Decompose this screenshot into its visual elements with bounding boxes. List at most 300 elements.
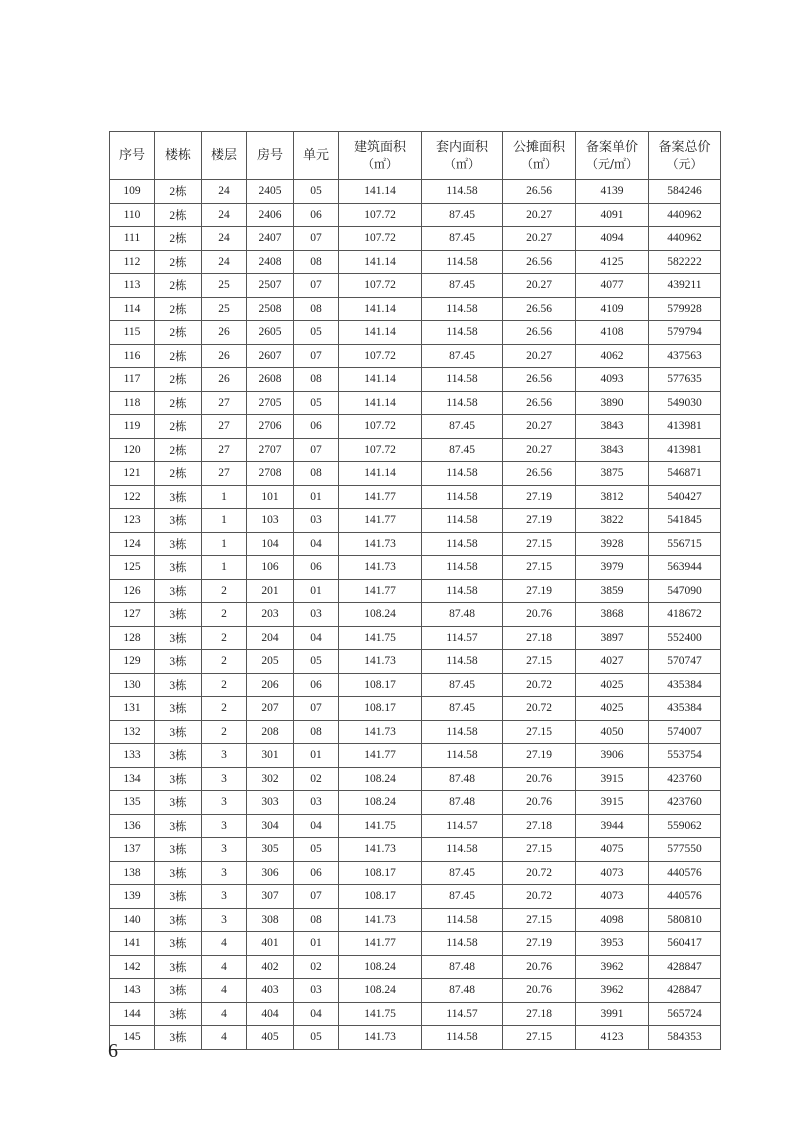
cell-building-area: 141.14 (339, 368, 422, 392)
cell-total-price: 547090 (649, 579, 721, 603)
cell-building: 3栋 (155, 650, 202, 674)
cell-unit-price: 3875 (576, 462, 649, 486)
cell-inner-area: 114.58 (422, 532, 503, 556)
cell-total-price: 418672 (649, 603, 721, 627)
cell-floor: 2 (202, 673, 247, 697)
cell-inner-area: 87.45 (422, 227, 503, 251)
cell-floor: 1 (202, 532, 247, 556)
cell-shared-area: 27.18 (503, 626, 576, 650)
cell-room: 2408 (247, 250, 294, 274)
table-row (110, 814, 721, 838)
cell-inner-area: 114.58 (422, 368, 503, 392)
cell-serial: 134 (110, 767, 155, 791)
cell-shared-area: 27.15 (503, 838, 576, 862)
cell-floor: 25 (202, 297, 247, 321)
cell-unit-price: 3991 (576, 1002, 649, 1026)
cell-unit: 04 (294, 626, 339, 650)
cell-unit: 03 (294, 603, 339, 627)
cell-building-area: 141.14 (339, 250, 422, 274)
header-row (110, 132, 721, 180)
cell-unit-price: 4025 (576, 697, 649, 721)
cell-building: 3栋 (155, 579, 202, 603)
cell-unit: 08 (294, 462, 339, 486)
cell-serial: 116 (110, 344, 155, 368)
cell-floor: 27 (202, 438, 247, 462)
cell-unit-price: 3944 (576, 814, 649, 838)
cell-inner-area: 87.48 (422, 955, 503, 979)
cell-total-price: 577635 (649, 368, 721, 392)
cell-shared-area: 26.56 (503, 297, 576, 321)
cell-shared-area: 20.72 (503, 697, 576, 721)
cell-shared-area: 27.15 (503, 532, 576, 556)
header-total-price: 备案总价 （元） (649, 132, 721, 180)
cell-room: 303 (247, 791, 294, 815)
cell-inner-area: 114.58 (422, 1026, 503, 1050)
cell-room: 2507 (247, 274, 294, 298)
table-row (110, 955, 721, 979)
cell-total-price: 580810 (649, 908, 721, 932)
cell-building: 3栋 (155, 532, 202, 556)
cell-floor: 4 (202, 1002, 247, 1026)
cell-shared-area: 20.76 (503, 979, 576, 1003)
cell-building-area: 141.14 (339, 321, 422, 345)
cell-serial: 125 (110, 556, 155, 580)
cell-room: 304 (247, 814, 294, 838)
cell-unit-price: 3928 (576, 532, 649, 556)
cell-floor: 2 (202, 579, 247, 603)
cell-floor: 2 (202, 720, 247, 744)
cell-unit-price: 4139 (576, 180, 649, 204)
cell-building-area: 141.75 (339, 814, 422, 838)
cell-floor: 3 (202, 767, 247, 791)
cell-floor: 1 (202, 485, 247, 509)
cell-room: 2406 (247, 203, 294, 227)
cell-inner-area: 114.58 (422, 556, 503, 580)
cell-building: 2栋 (155, 391, 202, 415)
cell-floor: 3 (202, 744, 247, 768)
cell-floor: 3 (202, 908, 247, 932)
cell-unit-price: 3890 (576, 391, 649, 415)
cell-building: 2栋 (155, 203, 202, 227)
cell-total-price: 553754 (649, 744, 721, 768)
cell-building: 3栋 (155, 908, 202, 932)
cell-unit-price: 4050 (576, 720, 649, 744)
cell-floor: 2 (202, 603, 247, 627)
cell-total-price: 584246 (649, 180, 721, 204)
header-building: 楼栋 (155, 132, 202, 180)
header-room: 房号 (247, 132, 294, 180)
cell-inner-area: 114.57 (422, 814, 503, 838)
cell-room: 2407 (247, 227, 294, 251)
table-row (110, 250, 721, 274)
cell-serial: 141 (110, 932, 155, 956)
cell-shared-area: 27.19 (503, 509, 576, 533)
table-row (110, 579, 721, 603)
cell-shared-area: 26.56 (503, 368, 576, 392)
cell-serial: 115 (110, 321, 155, 345)
cell-building-area: 107.72 (339, 415, 422, 439)
cell-floor: 27 (202, 415, 247, 439)
cell-inner-area: 87.45 (422, 344, 503, 368)
cell-total-price: 413981 (649, 415, 721, 439)
cell-unit: 01 (294, 485, 339, 509)
cell-total-price: 584353 (649, 1026, 721, 1050)
table-row (110, 532, 721, 556)
cell-floor: 4 (202, 955, 247, 979)
cell-building-area: 141.77 (339, 744, 422, 768)
cell-total-price: 413981 (649, 438, 721, 462)
cell-building: 3栋 (155, 955, 202, 979)
cell-serial: 113 (110, 274, 155, 298)
cell-total-price: 435384 (649, 673, 721, 697)
cell-shared-area: 20.27 (503, 227, 576, 251)
cell-floor: 27 (202, 462, 247, 486)
cell-unit: 07 (294, 274, 339, 298)
cell-unit-price: 3859 (576, 579, 649, 603)
cell-room: 201 (247, 579, 294, 603)
cell-floor: 3 (202, 838, 247, 862)
cell-unit-price: 3843 (576, 415, 649, 439)
cell-total-price: 563944 (649, 556, 721, 580)
price-table (109, 131, 721, 1050)
cell-building-area: 141.73 (339, 1026, 422, 1050)
table-row (110, 767, 721, 791)
cell-unit: 08 (294, 720, 339, 744)
cell-building: 2栋 (155, 250, 202, 274)
cell-serial: 112 (110, 250, 155, 274)
cell-shared-area: 20.72 (503, 885, 576, 909)
cell-building: 3栋 (155, 979, 202, 1003)
cell-room: 2705 (247, 391, 294, 415)
table-row (110, 932, 721, 956)
cell-shared-area: 26.56 (503, 321, 576, 345)
table-row (110, 274, 721, 298)
cell-unit-price: 4093 (576, 368, 649, 392)
cell-unit: 04 (294, 532, 339, 556)
cell-unit: 07 (294, 697, 339, 721)
cell-unit: 06 (294, 556, 339, 580)
table-row (110, 744, 721, 768)
cell-unit-price: 3962 (576, 979, 649, 1003)
cell-inner-area: 114.58 (422, 744, 503, 768)
cell-total-price: 428847 (649, 979, 721, 1003)
cell-room: 206 (247, 673, 294, 697)
table-row (110, 462, 721, 486)
cell-inner-area: 114.58 (422, 932, 503, 956)
cell-unit-price: 4062 (576, 344, 649, 368)
cell-shared-area: 20.76 (503, 603, 576, 627)
cell-building: 3栋 (155, 885, 202, 909)
cell-inner-area: 114.58 (422, 579, 503, 603)
cell-building-area: 141.75 (339, 626, 422, 650)
cell-serial: 114 (110, 297, 155, 321)
cell-building: 3栋 (155, 509, 202, 533)
cell-room: 306 (247, 861, 294, 885)
cell-floor: 27 (202, 391, 247, 415)
cell-room: 103 (247, 509, 294, 533)
cell-unit: 04 (294, 1002, 339, 1026)
cell-building: 2栋 (155, 180, 202, 204)
cell-total-price: 428847 (649, 955, 721, 979)
cell-total-price: 579928 (649, 297, 721, 321)
cell-building-area: 141.75 (339, 1002, 422, 1026)
cell-unit-price: 4123 (576, 1026, 649, 1050)
cell-unit-price: 4094 (576, 227, 649, 251)
cell-room: 404 (247, 1002, 294, 1026)
table-row (110, 861, 721, 885)
cell-shared-area: 27.18 (503, 1002, 576, 1026)
cell-room: 104 (247, 532, 294, 556)
cell-total-price: 540427 (649, 485, 721, 509)
cell-room: 208 (247, 720, 294, 744)
table-row (110, 979, 721, 1003)
cell-building: 2栋 (155, 438, 202, 462)
cell-shared-area: 20.72 (503, 673, 576, 697)
table-row (110, 227, 721, 251)
cell-building-area: 141.73 (339, 720, 422, 744)
cell-shared-area: 27.19 (503, 485, 576, 509)
cell-floor: 24 (202, 227, 247, 251)
cell-unit: 08 (294, 368, 339, 392)
cell-total-price: 552400 (649, 626, 721, 650)
cell-unit-price: 3868 (576, 603, 649, 627)
cell-unit: 03 (294, 791, 339, 815)
cell-building-area: 107.72 (339, 438, 422, 462)
table-row (110, 203, 721, 227)
cell-room: 106 (247, 556, 294, 580)
cell-building-area: 141.14 (339, 462, 422, 486)
cell-inner-area: 114.58 (422, 321, 503, 345)
cell-inner-area: 114.58 (422, 720, 503, 744)
table-row (110, 391, 721, 415)
cell-serial: 142 (110, 955, 155, 979)
cell-floor: 1 (202, 556, 247, 580)
cell-serial: 133 (110, 744, 155, 768)
cell-shared-area: 27.19 (503, 579, 576, 603)
cell-floor: 3 (202, 814, 247, 838)
cell-total-price: 440962 (649, 203, 721, 227)
cell-building: 3栋 (155, 838, 202, 862)
header-inner-area: 套内面积 （㎡） (422, 132, 503, 180)
table-row (110, 1002, 721, 1026)
table-row (110, 368, 721, 392)
cell-floor: 26 (202, 344, 247, 368)
cell-building-area: 141.73 (339, 650, 422, 674)
cell-total-price: 546871 (649, 462, 721, 486)
table-row (110, 626, 721, 650)
table-row (110, 438, 721, 462)
cell-inner-area: 87.48 (422, 603, 503, 627)
cell-room: 401 (247, 932, 294, 956)
cell-unit: 06 (294, 861, 339, 885)
cell-building: 3栋 (155, 673, 202, 697)
cell-serial: 131 (110, 697, 155, 721)
cell-building: 3栋 (155, 556, 202, 580)
cell-unit-price: 3897 (576, 626, 649, 650)
cell-building: 3栋 (155, 814, 202, 838)
cell-total-price: 440962 (649, 227, 721, 251)
table-row (110, 838, 721, 862)
cell-floor: 24 (202, 250, 247, 274)
cell-room: 204 (247, 626, 294, 650)
cell-floor: 4 (202, 932, 247, 956)
cell-building: 2栋 (155, 321, 202, 345)
cell-shared-area: 27.15 (503, 650, 576, 674)
cell-building: 2栋 (155, 368, 202, 392)
cell-serial: 111 (110, 227, 155, 251)
cell-building-area: 108.24 (339, 791, 422, 815)
cell-unit-price: 3843 (576, 438, 649, 462)
cell-room: 2605 (247, 321, 294, 345)
cell-room: 205 (247, 650, 294, 674)
cell-floor: 2 (202, 650, 247, 674)
cell-building-area: 141.73 (339, 838, 422, 862)
cell-room: 2508 (247, 297, 294, 321)
cell-unit-price: 4075 (576, 838, 649, 862)
cell-inner-area: 114.58 (422, 180, 503, 204)
cell-inner-area: 114.58 (422, 650, 503, 674)
cell-shared-area: 20.76 (503, 791, 576, 815)
cell-unit: 08 (294, 250, 339, 274)
cell-inner-area: 87.45 (422, 274, 503, 298)
cell-serial: 122 (110, 485, 155, 509)
cell-building: 3栋 (155, 1002, 202, 1026)
cell-serial: 110 (110, 203, 155, 227)
table-row (110, 556, 721, 580)
cell-building-area: 141.77 (339, 509, 422, 533)
cell-unit-price: 3953 (576, 932, 649, 956)
cell-room: 101 (247, 485, 294, 509)
cell-serial: 127 (110, 603, 155, 627)
cell-serial: 138 (110, 861, 155, 885)
table-row (110, 344, 721, 368)
cell-building: 2栋 (155, 415, 202, 439)
cell-unit: 01 (294, 579, 339, 603)
cell-building: 3栋 (155, 744, 202, 768)
cell-inner-area: 114.58 (422, 908, 503, 932)
cell-building: 2栋 (155, 462, 202, 486)
cell-unit: 07 (294, 344, 339, 368)
cell-shared-area: 20.27 (503, 415, 576, 439)
page-number: 6 (108, 1040, 118, 1062)
cell-total-price: 565724 (649, 1002, 721, 1026)
cell-total-price: 440576 (649, 885, 721, 909)
cell-floor: 3 (202, 885, 247, 909)
cell-inner-area: 114.58 (422, 509, 503, 533)
cell-building-area: 108.24 (339, 767, 422, 791)
cell-serial: 120 (110, 438, 155, 462)
cell-building-area: 108.17 (339, 697, 422, 721)
cell-inner-area: 87.45 (422, 885, 503, 909)
cell-shared-area: 26.56 (503, 250, 576, 274)
header-unit: 单元 (294, 132, 339, 180)
table-row (110, 485, 721, 509)
cell-building: 3栋 (155, 697, 202, 721)
cell-unit-price: 3812 (576, 485, 649, 509)
cell-unit-price: 3915 (576, 767, 649, 791)
cell-unit: 05 (294, 838, 339, 862)
cell-building-area: 108.24 (339, 979, 422, 1003)
cell-total-price: 582222 (649, 250, 721, 274)
cell-unit-price: 4073 (576, 885, 649, 909)
table-row (110, 321, 721, 345)
cell-inner-area: 87.48 (422, 767, 503, 791)
cell-inner-area: 87.45 (422, 203, 503, 227)
cell-room: 403 (247, 979, 294, 1003)
cell-serial: 119 (110, 415, 155, 439)
cell-room: 2607 (247, 344, 294, 368)
cell-serial: 137 (110, 838, 155, 862)
cell-building-area: 141.77 (339, 932, 422, 956)
cell-shared-area: 20.27 (503, 274, 576, 298)
cell-room: 2708 (247, 462, 294, 486)
cell-inner-area: 87.45 (422, 415, 503, 439)
cell-serial: 126 (110, 579, 155, 603)
cell-unit-price: 4025 (576, 673, 649, 697)
cell-floor: 4 (202, 979, 247, 1003)
cell-floor: 2 (202, 697, 247, 721)
cell-shared-area: 27.19 (503, 744, 576, 768)
cell-unit-price: 3822 (576, 509, 649, 533)
header-unit-price: 备案单价 （元/㎡） (576, 132, 649, 180)
cell-building: 2栋 (155, 344, 202, 368)
cell-room: 307 (247, 885, 294, 909)
cell-building: 2栋 (155, 274, 202, 298)
cell-serial: 135 (110, 791, 155, 815)
header-floor: 楼层 (202, 132, 247, 180)
cell-unit: 07 (294, 885, 339, 909)
cell-unit-price: 4073 (576, 861, 649, 885)
cell-total-price: 577550 (649, 838, 721, 862)
cell-floor: 1 (202, 509, 247, 533)
cell-unit: 05 (294, 180, 339, 204)
header-serial: 序号 (110, 132, 155, 180)
cell-floor: 24 (202, 203, 247, 227)
cell-serial: 132 (110, 720, 155, 744)
header-shared-area: 公摊面积 （㎡） (503, 132, 576, 180)
cell-shared-area: 20.76 (503, 767, 576, 791)
cell-unit: 05 (294, 1026, 339, 1050)
cell-shared-area: 27.15 (503, 556, 576, 580)
cell-inner-area: 87.45 (422, 438, 503, 462)
cell-building: 3栋 (155, 485, 202, 509)
cell-unit: 06 (294, 203, 339, 227)
cell-building: 2栋 (155, 297, 202, 321)
cell-serial: 117 (110, 368, 155, 392)
cell-total-price: 423760 (649, 767, 721, 791)
table-row (110, 673, 721, 697)
table-row (110, 415, 721, 439)
cell-total-price: 574007 (649, 720, 721, 744)
cell-shared-area: 20.76 (503, 955, 576, 979)
cell-unit: 03 (294, 509, 339, 533)
cell-building-area: 141.14 (339, 391, 422, 415)
cell-unit: 08 (294, 297, 339, 321)
cell-building-area: 141.77 (339, 579, 422, 603)
cell-unit: 05 (294, 321, 339, 345)
cell-building: 3栋 (155, 861, 202, 885)
cell-building-area: 108.17 (339, 673, 422, 697)
cell-serial: 144 (110, 1002, 155, 1026)
cell-total-price: 440576 (649, 861, 721, 885)
cell-room: 405 (247, 1026, 294, 1050)
cell-shared-area: 20.27 (503, 438, 576, 462)
cell-serial: 145 (110, 1026, 155, 1050)
cell-building-area: 107.72 (339, 227, 422, 251)
cell-serial: 143 (110, 979, 155, 1003)
cell-shared-area: 27.15 (503, 720, 576, 744)
cell-floor: 24 (202, 180, 247, 204)
